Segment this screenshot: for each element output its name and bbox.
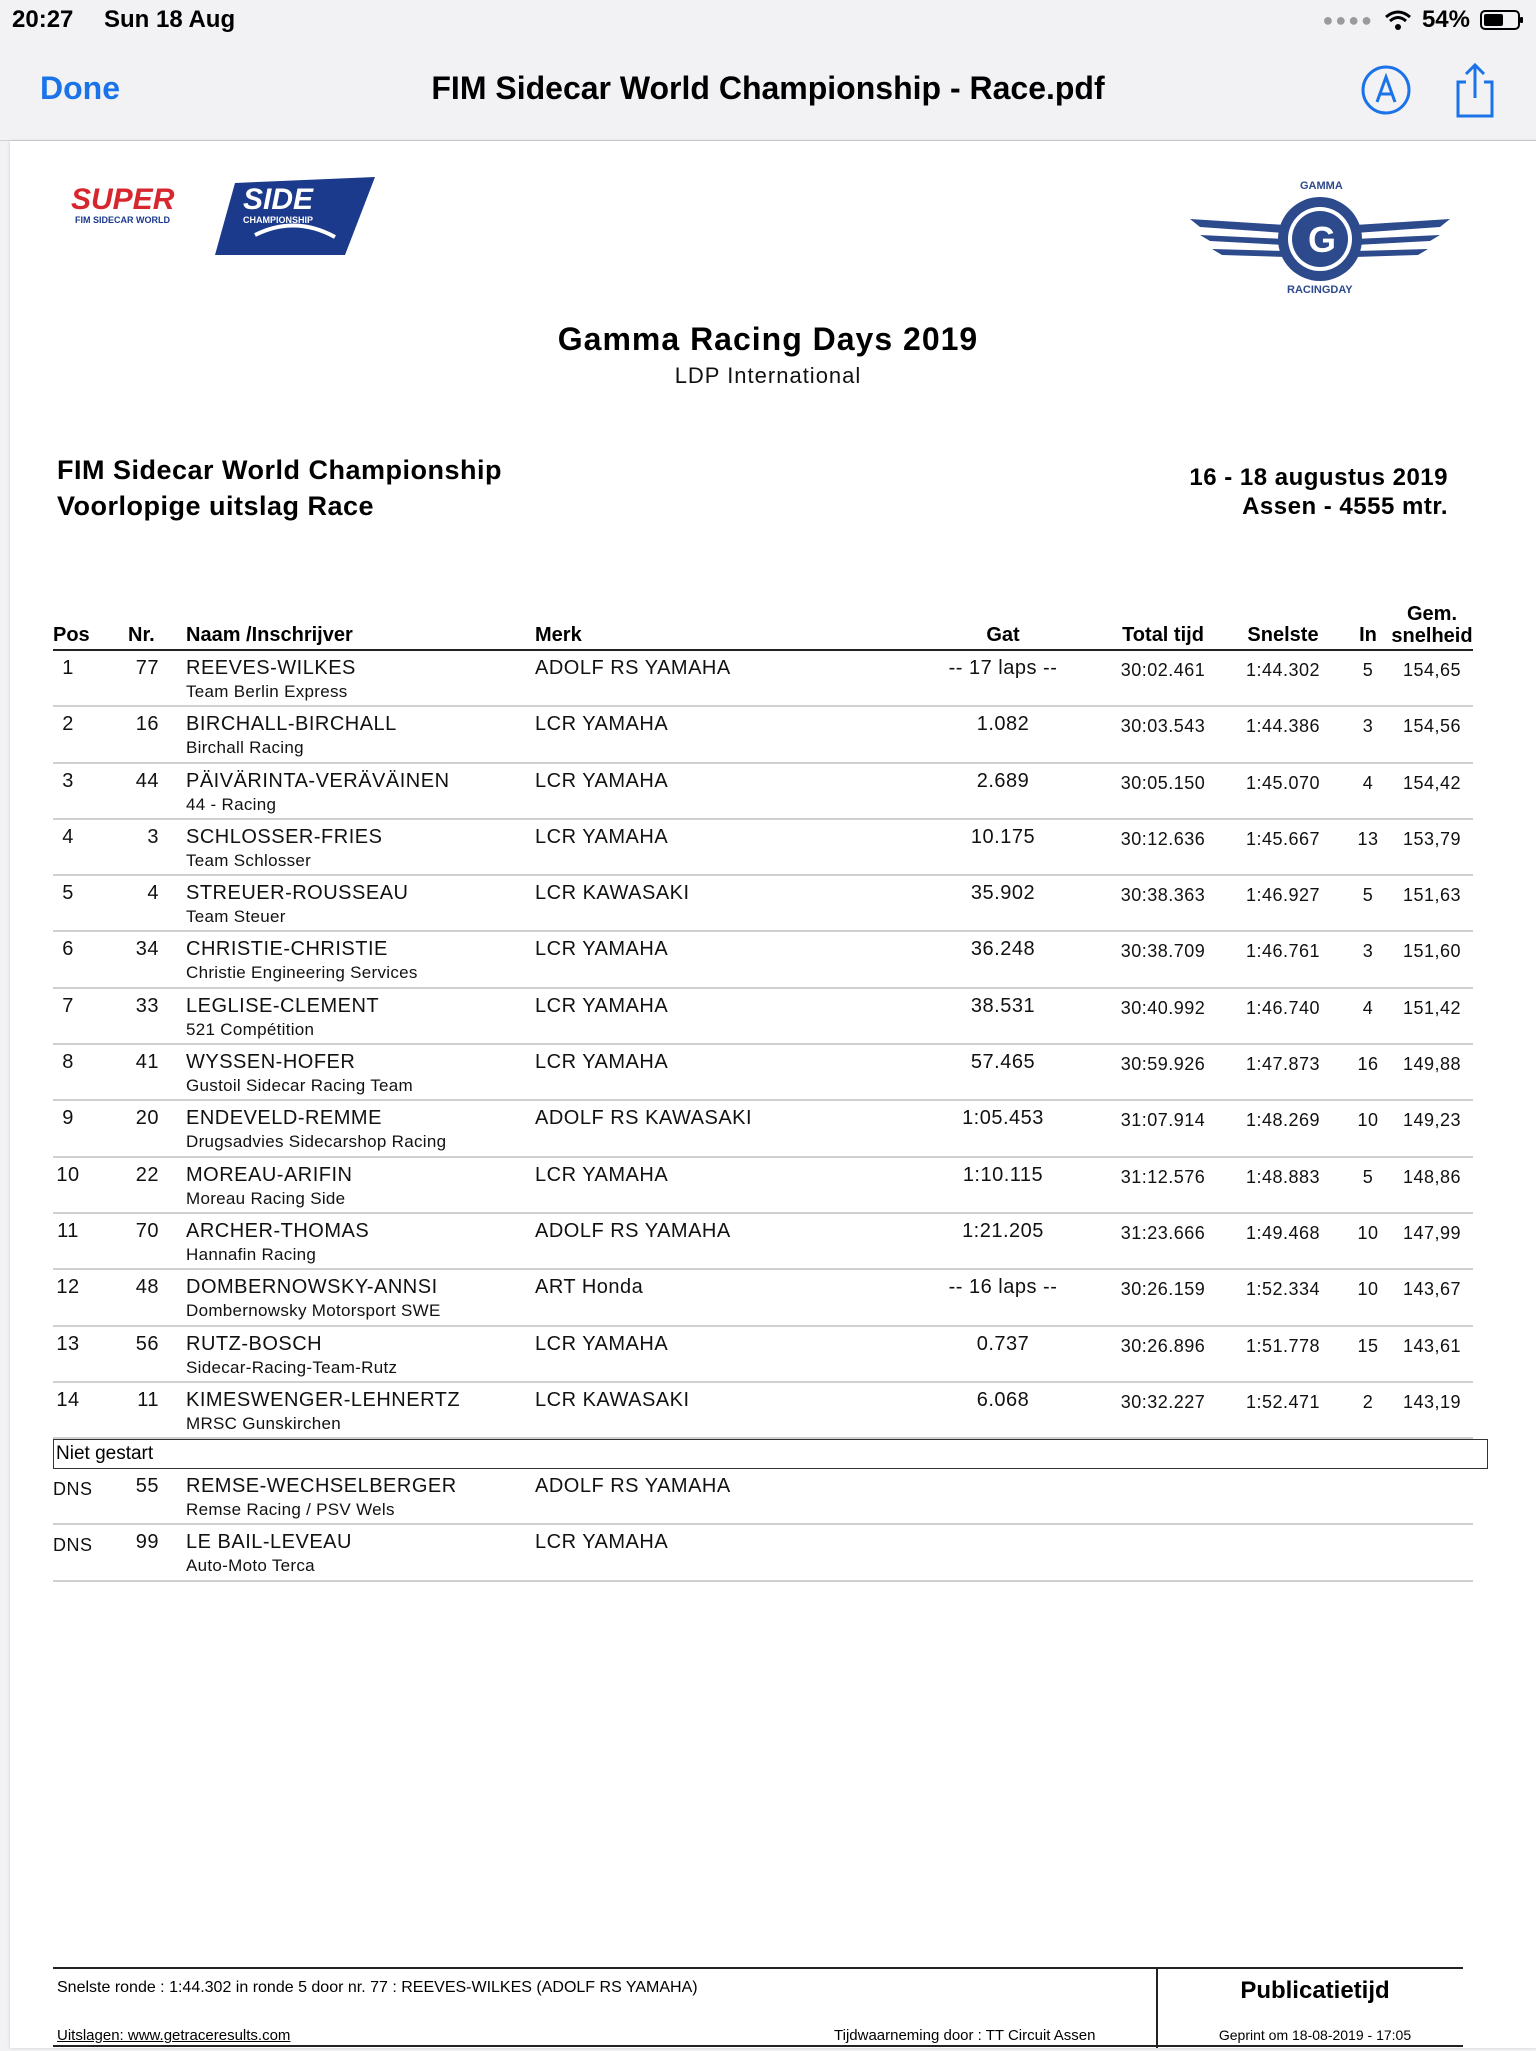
status-bar [0, 0, 1536, 40]
row-make: LCR YAMAHA [535, 1332, 669, 1355]
battery-percent: 54% [1421, 6, 1470, 33]
row-team: Team Steuer [186, 907, 286, 927]
row-fastest-lap: 1:46.761 [1245, 941, 1321, 962]
row-pos: 11 [57, 1219, 79, 1242]
row-avg-speed: 148,86 [1402, 1166, 1462, 1187]
printed-timestamp: Geprint om 18-08-2019 - 17:05 [1218, 2027, 1412, 2043]
row-gap: 1:05.453 [962, 1107, 1044, 1130]
table-row[interactable] [53, 707, 1473, 763]
event-title: Gamma Racing Days 2019 [557, 321, 979, 357]
championship-title: FIM Sidecar World Championship [57, 455, 503, 485]
row-team: Moreau Racing Side [186, 1188, 346, 1208]
row-team: 44 - Racing [186, 794, 277, 814]
done-button[interactable]: Done [40, 70, 120, 106]
row-pos: 12 [56, 1276, 80, 1299]
row-avg-speed: 151,60 [1402, 941, 1462, 962]
row-total-time: 30:05.150 [1120, 772, 1206, 793]
row-number: 22 [135, 1163, 159, 1186]
row-avg-speed: 147,99 [1402, 1222, 1462, 1243]
row-team: Drugsadvies Sidecarshop Racing [186, 1132, 447, 1152]
row-pos: 10 [56, 1163, 80, 1186]
results-table-body [53, 651, 1473, 1582]
svg-text:CHAMPIONSHIP: CHAMPIONSHIP [243, 215, 314, 225]
row-pos: DNS [53, 1535, 93, 1556]
row-make: LCR YAMAHA [535, 1531, 669, 1554]
header-name: Naam /Inschrijver [186, 624, 353, 646]
row-pos: 5 [62, 882, 74, 905]
row-fastest-lap: 1:48.883 [1245, 1166, 1321, 1187]
row-gap: 1:21.205 [962, 1219, 1044, 1242]
event-venue: Assen - 4555 mtr. [1242, 493, 1448, 520]
row-avg-speed: 143,19 [1402, 1391, 1462, 1412]
row-pos: 7 [62, 994, 74, 1017]
row-fastest-lap-number: 5 [1362, 1166, 1374, 1187]
row-pos: 8 [62, 1051, 74, 1074]
row-pos: 3 [62, 769, 74, 792]
row-number: 44 [135, 769, 159, 792]
svg-text:SIDE: SIDE [243, 183, 314, 216]
row-fastest-lap-number: 10 [1357, 1279, 1379, 1300]
footer-divider [53, 1967, 1463, 1969]
row-make: LCR KAWASAKI [535, 1388, 690, 1411]
row-total-time: 30:26.896 [1120, 1335, 1206, 1356]
row-team: Team Berlin Express [186, 682, 348, 701]
row-fastest-lap-number: 10 [1357, 1110, 1379, 1131]
row-fastest-lap-number: 13 [1357, 828, 1379, 849]
row-total-time: 30:03.543 [1120, 716, 1206, 737]
row-riders: PÄIVÄRINTA-VERÄVÄINEN [186, 769, 450, 792]
row-make: ART Honda [535, 1276, 644, 1299]
row-riders: KIMESWENGER-LEHNERTZ [186, 1388, 461, 1411]
footer-publication-divider [1156, 1969, 1158, 2048]
row-fastest-lap-number: 4 [1362, 997, 1374, 1018]
row-team: Birchall Racing [186, 738, 304, 758]
row-fastest-lap-number: 2 [1362, 1391, 1374, 1412]
status-date: Sun 18 Aug [104, 6, 236, 33]
row-gap: 35.902 [970, 882, 1036, 905]
row-fastest-lap-number: 15 [1357, 1335, 1379, 1356]
row-riders: LE BAIL-LEVEAU [186, 1531, 352, 1554]
row-number: 3 [147, 825, 159, 848]
row-gap: 57.465 [970, 1051, 1036, 1074]
row-riders: RUTZ-BOSCH [186, 1332, 323, 1355]
row-riders: DOMBERNOWSKY-ANNSI [186, 1276, 438, 1299]
row-total-time: 31:23.666 [1120, 1222, 1206, 1243]
row-number: 41 [135, 1051, 159, 1074]
table-row[interactable] [53, 764, 1473, 820]
row-fastest-lap-number: 16 [1357, 1054, 1379, 1075]
row-make: ADOLF RS YAMAHA [535, 1475, 731, 1498]
row-fastest-lap: 1:51.778 [1245, 1335, 1321, 1356]
row-fastest-lap-number: 5 [1362, 885, 1374, 906]
row-avg-speed: 149,88 [1402, 1054, 1462, 1075]
row-pos: 9 [62, 1107, 74, 1130]
markup-icon[interactable] [1360, 64, 1412, 116]
table-row[interactable] [53, 1469, 1473, 1525]
row-riders: SCHLOSSER-FRIES [186, 825, 383, 848]
event-subtitle: LDP International [674, 363, 862, 388]
race-subtitle: Voorlopige uitslag Race [57, 491, 375, 521]
row-avg-speed: 154,56 [1402, 716, 1462, 737]
table-row[interactable] [53, 932, 1473, 988]
timing-note: Tijdwaarneming door : TT Circuit Assen [834, 2027, 1096, 2044]
row-total-time: 31:07.914 [1120, 1110, 1206, 1131]
table-row[interactable] [53, 1383, 1473, 1439]
status-right [1322, 6, 1524, 34]
signal-icon: ●●●● [1322, 9, 1374, 30]
row-gap: 38.531 [970, 994, 1036, 1017]
svg-text:FIM SIDECAR WORLD: FIM SIDECAR WORLD [75, 215, 170, 225]
row-number: 48 [135, 1276, 159, 1299]
row-total-time: 30:38.709 [1120, 941, 1206, 962]
gamma-racingday-logo [1190, 169, 1450, 305]
header-total: Total tijd [1122, 624, 1204, 646]
row-fastest-lap-number: 3 [1362, 716, 1374, 737]
header-merk: Merk [535, 624, 582, 646]
row-avg-speed: 151,42 [1402, 997, 1462, 1018]
row-pos: 1 [62, 657, 74, 679]
header-gem: Gem. [1406, 603, 1458, 625]
row-avg-speed: 153,79 [1402, 828, 1462, 849]
row-riders: ARCHER-THOMAS [186, 1219, 370, 1242]
share-icon[interactable] [1454, 62, 1496, 118]
row-total-time: 30:59.926 [1120, 1054, 1206, 1075]
row-gap: 6.068 [976, 1388, 1030, 1411]
table-row[interactable] [53, 876, 1473, 932]
row-fastest-lap-number: 4 [1362, 772, 1374, 793]
row-make: LCR YAMAHA [535, 1163, 669, 1186]
table-row[interactable] [53, 1158, 1473, 1214]
document-title: FIM Sidecar World Championship - Race.pdf [431, 70, 1105, 106]
row-riders: LEGLISE-CLEMENT [186, 994, 380, 1017]
row-team: MRSC Gunskirchen [186, 1413, 342, 1433]
signature-box-top [53, 2045, 1463, 2051]
event-dates: 16 - 18 augustus 2019 [1189, 464, 1448, 491]
header-nr: Nr. [128, 624, 155, 646]
header-snelheid: snelheid [1391, 625, 1473, 647]
row-fastest-lap-number: 5 [1362, 660, 1374, 680]
row-pos: 4 [62, 825, 74, 848]
row-number: 70 [135, 1219, 159, 1242]
row-total-time: 30:32.227 [1120, 1391, 1206, 1412]
pdf-page[interactable] [10, 141, 1536, 2048]
row-make: LCR YAMAHA [535, 769, 669, 792]
svg-text:RACINGDAY: RACINGDAY [1287, 284, 1353, 296]
row-make: LCR YAMAHA [535, 825, 669, 848]
row-gap: 36.248 [970, 938, 1036, 961]
table-row[interactable] [53, 1525, 1473, 1581]
row-number: 20 [135, 1107, 159, 1130]
row-avg-speed: 143,67 [1402, 1279, 1462, 1300]
row-total-time: 30:02.461 [1120, 660, 1206, 680]
row-number: 4 [147, 882, 159, 905]
table-row[interactable] [53, 1214, 1473, 1270]
row-riders: ENDEVELD-REMME [186, 1107, 382, 1130]
row-total-time: 30:38.363 [1120, 885, 1206, 906]
row-riders: REMSE-WECHSELBERGER [186, 1475, 457, 1498]
row-fastest-lap-number: 3 [1362, 941, 1374, 962]
row-number: 99 [135, 1531, 159, 1554]
row-team: Remse Racing / PSV Wels [186, 1500, 395, 1520]
row-pos: 14 [56, 1388, 80, 1411]
row-fastest-lap: 1:46.927 [1245, 885, 1321, 906]
table-row[interactable] [53, 651, 1473, 707]
row-gap: 10.175 [970, 825, 1036, 848]
row-team: Dombernowsky Motorsport SWE [186, 1301, 441, 1321]
superside-logo [65, 175, 385, 259]
row-total-time: 30:40.992 [1120, 997, 1206, 1018]
table-row[interactable] [53, 820, 1473, 876]
header-pos: Pos [53, 624, 90, 646]
svg-text:GAMMA: GAMMA [1300, 180, 1343, 192]
row-fastest-lap: 1:48.269 [1245, 1110, 1321, 1131]
row-pos: 6 [62, 938, 74, 961]
row-make: LCR YAMAHA [535, 994, 669, 1017]
row-gap: -- 16 laps -- [948, 1276, 1058, 1299]
row-total-time: 30:12.636 [1120, 828, 1206, 849]
table-row[interactable] [53, 989, 1473, 1045]
row-number: 34 [135, 938, 159, 961]
results-link[interactable]: Uitslagen: www.getraceresults.com [57, 2027, 291, 2044]
row-team: Christie Engineering Services [186, 963, 418, 983]
row-gap: 2.689 [976, 769, 1030, 792]
row-avg-speed: 154,65 [1402, 660, 1462, 680]
row-make: LCR YAMAHA [535, 1051, 669, 1074]
header-fastest: Snelste [1247, 624, 1319, 646]
row-number: 16 [135, 713, 159, 736]
row-gap: -- 17 laps -- [948, 657, 1058, 679]
fastest-lap-note: Snelste ronde : 1:44.302 in ronde 5 door nr. 77 : REEVES-WILKES (ADOLF RS YAMAHA) [57, 1979, 698, 1996]
row-number: 55 [135, 1475, 159, 1498]
row-riders: REEVES-WILKES [186, 657, 356, 679]
row-fastest-lap: 1:47.873 [1245, 1054, 1321, 1075]
row-number: 33 [135, 994, 159, 1017]
row-number: 56 [135, 1332, 159, 1355]
row-team: 521 Compétition [186, 1019, 315, 1039]
row-fastest-lap: 1:44.386 [1245, 716, 1321, 737]
row-fastest-lap: 1:44.302 [1245, 660, 1321, 680]
row-total-time: 30:26.159 [1120, 1279, 1206, 1300]
row-team: Auto-Moto Terca [186, 1556, 315, 1576]
row-pos: 13 [56, 1332, 80, 1355]
row-number: 77 [135, 657, 159, 679]
table-row[interactable] [53, 1045, 1473, 1101]
table-row[interactable] [53, 1101, 1473, 1157]
row-avg-speed: 143,61 [1402, 1335, 1462, 1356]
row-fastest-lap: 1:46.740 [1245, 997, 1321, 1018]
row-gap: 1.082 [976, 713, 1030, 736]
svg-text:G: G [1308, 219, 1337, 260]
row-team: Hannafin Racing [186, 1244, 317, 1264]
header-in: In [1359, 624, 1377, 646]
row-riders: WYSSEN-HOFER [186, 1051, 356, 1074]
table-row[interactable] [53, 1327, 1473, 1383]
row-fastest-lap-number: 10 [1357, 1222, 1379, 1243]
row-make: ADOLF RS YAMAHA [535, 657, 731, 679]
row-fastest-lap: 1:52.471 [1245, 1391, 1321, 1412]
results-table-header [53, 581, 1473, 651]
row-avg-speed: 154,42 [1402, 772, 1462, 793]
not-started-label: Niet gestart [53, 1439, 1488, 1469]
row-avg-speed: 149,23 [1402, 1110, 1462, 1131]
row-team: Sidecar-Racing-Team-Rutz [186, 1357, 398, 1377]
row-riders: BIRCHALL-BIRCHALL [186, 713, 397, 736]
row-make: ADOLF RS KAWASAKI [535, 1107, 753, 1130]
row-gap: 0.737 [976, 1332, 1030, 1355]
header-speed [1386, 603, 1478, 647]
status-time: 20:27 [12, 6, 74, 33]
row-pos: DNS [53, 1479, 93, 1500]
row-make: LCR YAMAHA [535, 938, 669, 961]
row-make: LCR YAMAHA [535, 713, 669, 736]
row-pos: 2 [62, 713, 74, 736]
row-team: Team Schlosser [186, 850, 312, 870]
row-team: Gustoil Sidecar Racing Team [186, 1076, 413, 1096]
row-avg-speed: 151,63 [1402, 885, 1462, 906]
row-riders: MOREAU-ARIFIN [186, 1163, 353, 1186]
table-row[interactable] [53, 1270, 1473, 1326]
svg-text:SUPER: SUPER [71, 183, 175, 216]
row-fastest-lap: 1:52.334 [1245, 1279, 1321, 1300]
nav-bar [0, 40, 1536, 141]
row-number: 11 [137, 1388, 159, 1411]
wifi-icon [1384, 9, 1412, 31]
row-gap: 1:10.115 [962, 1163, 1044, 1186]
row-make: LCR KAWASAKI [535, 882, 690, 905]
row-total-time: 31:12.576 [1120, 1166, 1206, 1187]
battery-icon [1480, 9, 1524, 31]
row-make: ADOLF RS YAMAHA [535, 1219, 731, 1242]
publication-time-title: Publicatietijd [1240, 1977, 1390, 2004]
row-fastest-lap: 1:49.468 [1245, 1222, 1321, 1243]
header-gat: Gat [986, 624, 1020, 646]
row-riders: STREUER-ROUSSEAU [186, 882, 409, 905]
row-riders: CHRISTIE-CHRISTIE [186, 938, 388, 961]
row-fastest-lap: 1:45.070 [1245, 772, 1321, 793]
row-fastest-lap: 1:45.667 [1245, 828, 1321, 849]
